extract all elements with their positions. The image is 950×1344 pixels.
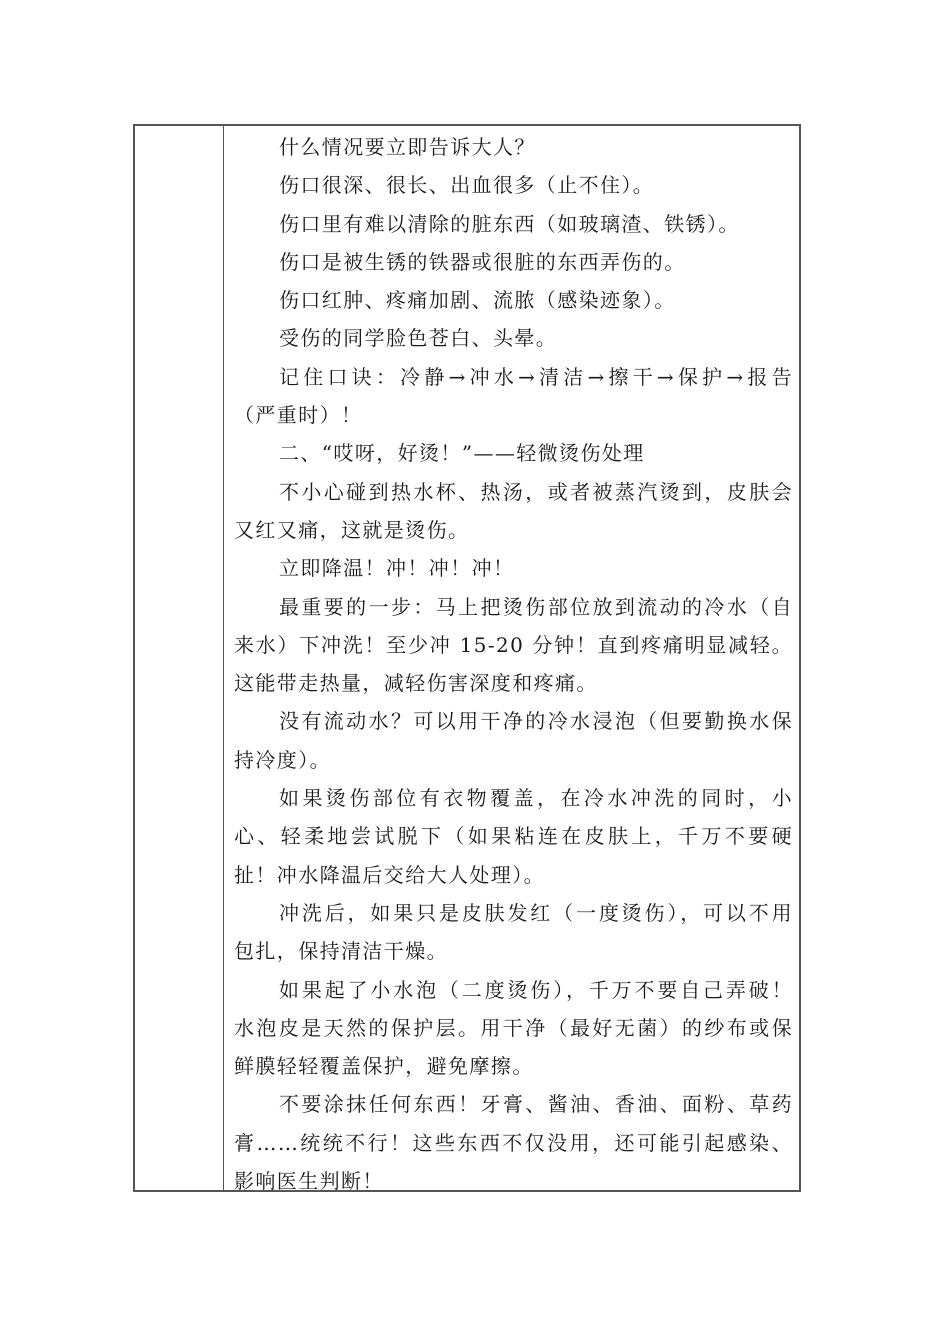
table-text-column xyxy=(224,126,799,1194)
paragraph-line: 记住口诀：冷静→冲水→清洁→擦干→保护→报告 xyxy=(279,364,793,389)
section-heading: 二、“哎呀，好烫！”——轻微烫伤处理 xyxy=(279,441,645,466)
paragraph-line: （严重时）！ xyxy=(234,403,363,428)
table-left-column xyxy=(135,126,224,1190)
paragraph-line: 鲜膜轻轻覆盖保护，避免摩擦。 xyxy=(234,1054,534,1079)
paragraph-line: 伤口很深、很长、出血很多（止不住）。 xyxy=(279,173,655,198)
paragraph-line: 心、轻柔地尝试脱下（如果粘连在皮肤上，千万不要硬 xyxy=(234,824,793,849)
paragraph-line: 立即降温！冲！冲！冲！ xyxy=(279,556,515,581)
paragraph-line: 水泡皮是天然的保护层。用干净（最好无菌）的纱布或保 xyxy=(234,1015,793,1040)
paragraph-line: 冲洗后，如果只是皮肤发红（一度烫伤），可以不用 xyxy=(279,900,793,925)
paragraph-line: 包扎，保持清洁干燥。 xyxy=(234,939,448,964)
paragraph-line: 伤口是被生锈的铁器或很脏的东西弄伤的。 xyxy=(279,249,686,274)
paragraph-line: 如果起了小水泡（二度烫伤），千万不要自己弄破！ xyxy=(279,977,793,1002)
paragraph-line: 如果烫伤部位有衣物覆盖，在冷水冲洗的同时，小 xyxy=(279,786,793,811)
paragraph-line: 什么情况要立即告诉大人？ xyxy=(279,135,536,159)
paragraph-line: 最重要的一步：马上把烫伤部位放到流动的冷水（自 xyxy=(279,594,793,619)
paragraph-line: 来水）下冲洗！至少冲 15-20 分钟！直到疼痛明显减轻。 xyxy=(234,632,793,657)
paragraph-line: 这能带走热量，减轻伤害深度和疼痛。 xyxy=(234,671,598,696)
paragraph-line: 伤口里有难以清除的脏东西（如玻璃渣、铁锈）。 xyxy=(279,211,740,236)
paragraph-line: 不要涂抹任何东西！牙膏、酱油、香油、面粉、草药 xyxy=(279,1092,793,1117)
paragraph-line: 扯！冲水降温后交给大人处理）。 xyxy=(234,862,545,887)
paragraph-line: 没有流动水？可以用干净的冷水浸泡（但要勤换水保 xyxy=(279,709,793,734)
paragraph-line: 不小心碰到热水杯、热汤，或者被蒸汽烫到，皮肤会 xyxy=(279,479,793,504)
paragraph-line: 又红又痛，这就是烫伤。 xyxy=(234,517,470,542)
paragraph-line: 持冷度）。 xyxy=(234,747,331,772)
content-table xyxy=(133,124,801,1192)
paragraph-line: 伤口红肿、疼痛加剧、流脓（感染迹象）。 xyxy=(279,288,676,313)
paragraph-line: 影响医生判断！ xyxy=(234,1169,384,1194)
paragraph-line: 膏……统统不行！这些东西不仅没用，还可能引起感染、 xyxy=(234,1130,793,1155)
paragraph-line: 受伤的同学脸色苍白、头晕。 xyxy=(279,326,558,351)
